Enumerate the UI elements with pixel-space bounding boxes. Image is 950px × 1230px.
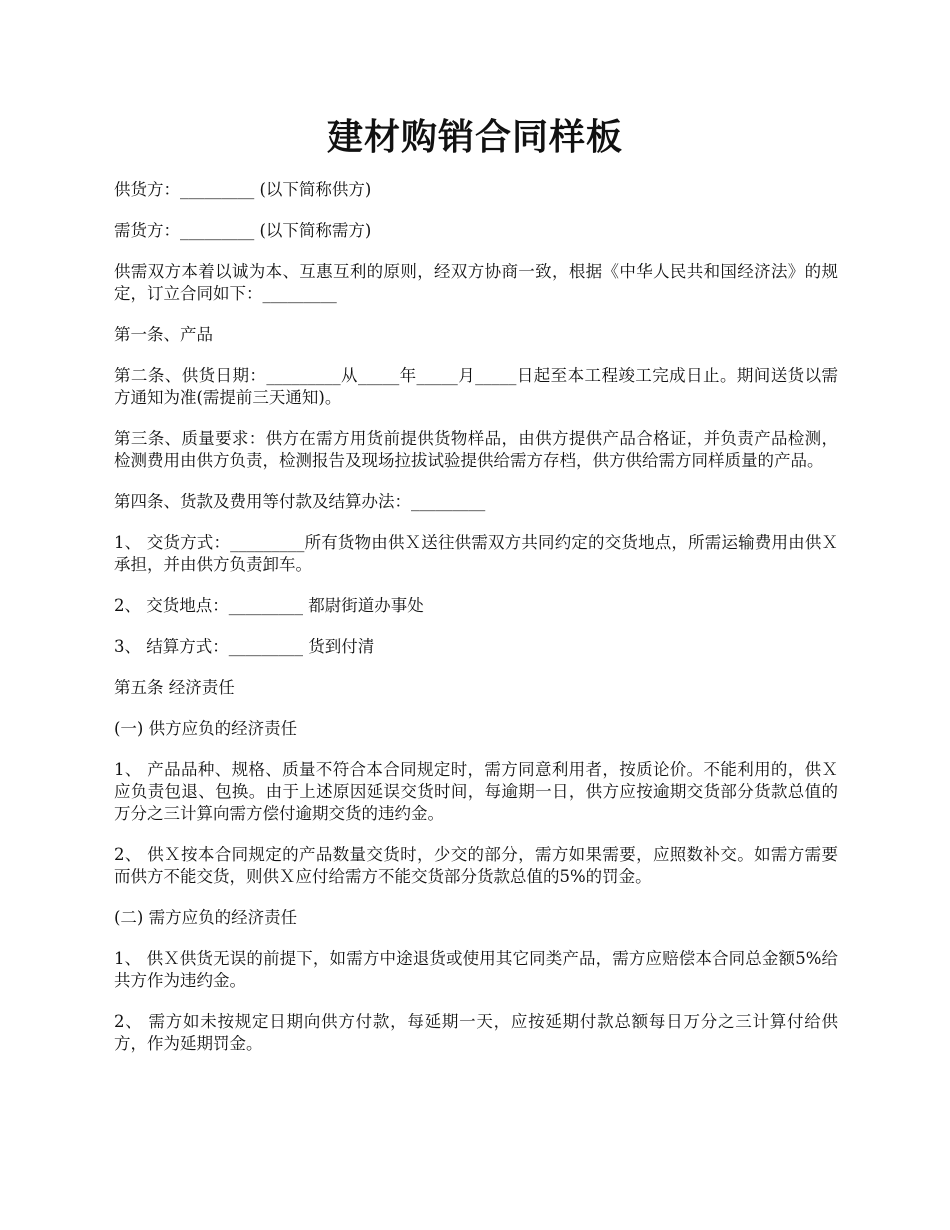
delivery-method-clause: 1、 交货方式：_________所有货物由供Ｘ送往供需双方共同约定的交货地点，所需运输费用由供Ｘ承担，并由供方负责卸车。 [114,533,838,574]
delivery-location-clause: 2、 交货地点：_________ 都尉街道办事处 [114,596,424,615]
document-title: 建材购销合同样板 [326,116,623,158]
supplier-liability-clause-2: 2、 供Ｘ按本合同规定的产品数量交货时，少交的部分，需方如果需要，应照数补交。如需方需要而供方不能交货，则供Ｘ应付给需方不能交货部分货款总值的5%的罚金。 [114,845,838,886]
article-2-paragraph: 第二条、供货日期：_________从_____年_____月_____日起至本工程竣工完成日止。期间送货以需方通知为准(需提前三天通知)。 [114,366,838,407]
article-3-paragraph: 第三条、质量要求：供方在需方用货前提供货物样品，由供方提供产品合格证，并负责产品检测，检测费用由供方负责，检测报告及现场拉拔试验提供给需方存档，供方供给需方同样质量的产品。 [114,429,838,470]
article-5-heading: 第五条 经济责任 [114,678,235,697]
document-body [114,179,838,1074]
buyer-liability-clause-2: 2、 需方如未按规定日期向供方付款，每延期一天，应按延期付款总额每日万分之三计算付给供方，作为延期罚金。 [114,1012,838,1053]
buyer-liability-heading: (二) 需方应负的经济责任 [114,908,298,927]
article-4-heading: 第四条、货款及费用等付款及结算办法：_________ [114,492,486,511]
supplier-liability-clause-1: 1、 产品品种、规格、质量不符合本合同规定时，需方同意利用者，按质论价。不能利用的，供Ｘ应负责包退、包换。由于上述原因延误交货时间，每逾期一日，供方应按逾期交货部分货款总值的万分之三计算向需方偿付逾期交货的违约金。 [114,760,838,823]
buyer-liability-clause-1: 1、 供Ｘ供货无误的前提下，如需方中途退货或使用其它同类产品，需方应赔偿本合同总金额5%给共方作为违约金。 [114,949,838,990]
supplier-liability-heading: (一) 供方应负的经济责任 [114,719,298,738]
supplier-line: 供货方：_________ (以下简称供方) [114,180,372,199]
buyer-line: 需货方：_________ (以下简称需方) [114,221,372,240]
preamble-paragraph: 供需双方本着以诚为本、互惠互利的原则，经双方协商一致，根据《中华人民共和国经济法》的规定，订立合同如下：_________ [114,262,838,303]
article-1-heading: 第一条、产品 [114,325,213,344]
settlement-method-clause: 3、 结算方式：_________ 货到付清 [114,637,375,656]
